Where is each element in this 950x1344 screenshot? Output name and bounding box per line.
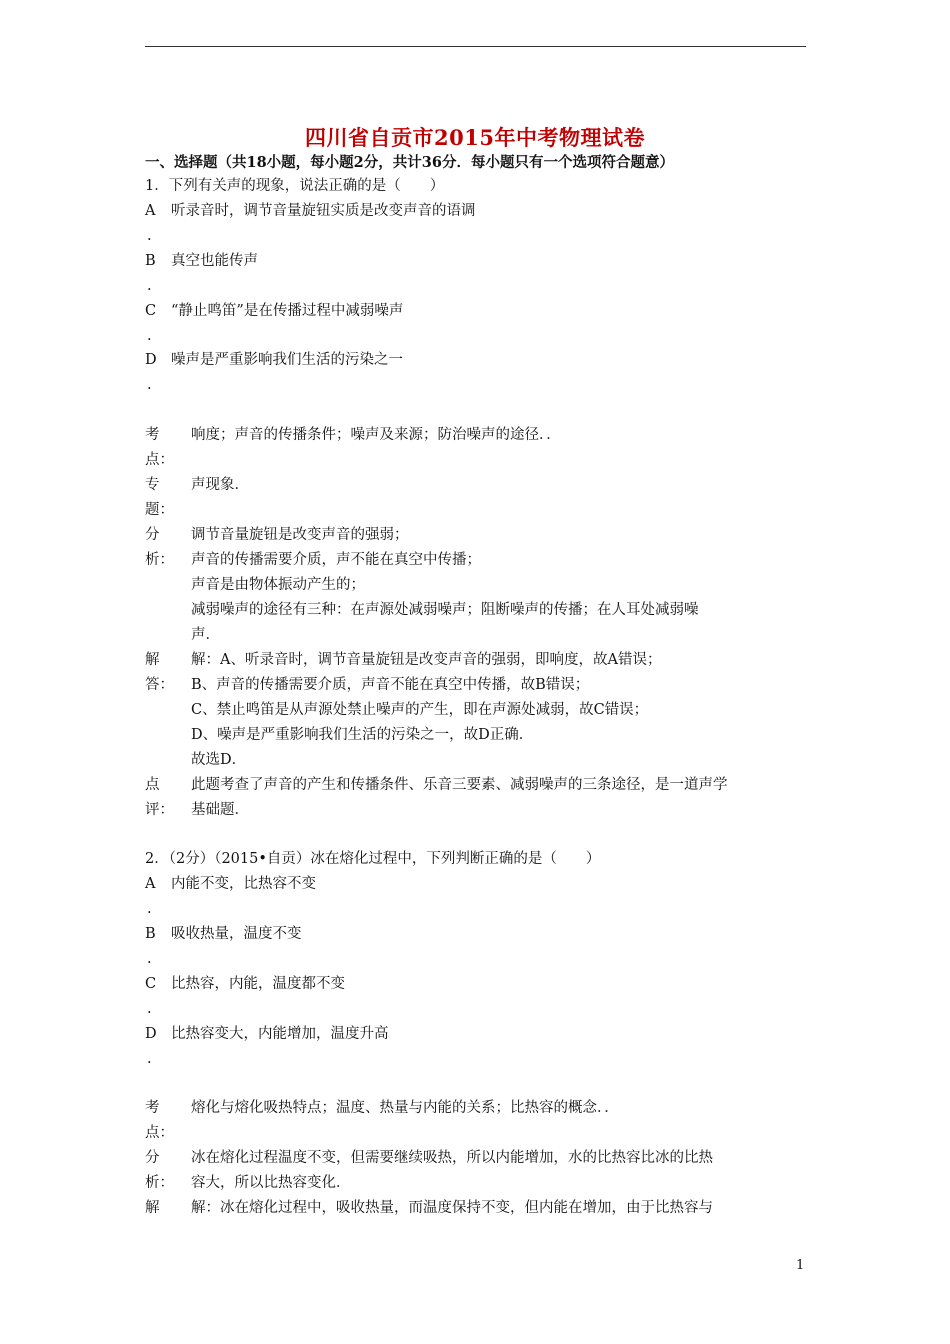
q1-fenxi-line-1: 调节音量旋钮是改变声音的强弱； — [191, 527, 409, 543]
q1-option-a-text: 听录音时，调节音量旋钮实质是改变声音的语调 — [171, 203, 476, 219]
q2-option-a-text: 内能不变，比热容不变 — [171, 876, 316, 892]
q2-jieda-label-1: 解 — [145, 1200, 160, 1216]
q1-dianping-line-1: 此题考查了声音的产生和传播条件、乐音三要素、减弱噪声的三条途径，是一道声学 — [191, 777, 728, 793]
q2-kaodian-label-2: 点： — [145, 1125, 174, 1141]
q1-dianping-label-2: 评： — [145, 802, 174, 818]
section-heading: 一、选择题（共18小题，每小题2分，共计36分．每小题只有一个选项符合题意） — [145, 154, 674, 171]
q1-kaodian-label-2: 点： — [145, 452, 174, 468]
q1-kaodian-label-1: 考 — [145, 427, 160, 443]
q1-option-a-letter: A — [145, 203, 156, 219]
q1-dianping-label-1: 点 — [145, 777, 160, 793]
q1-option-b-text: 真空也能传声 — [171, 253, 258, 269]
q2-option-a-letter: A — [145, 876, 156, 892]
q2-fenxi-label-1: 分 — [145, 1150, 160, 1166]
q2-option-c-letter: C — [145, 976, 157, 992]
q1-fenxi-line-5: 声． — [191, 627, 220, 643]
q1-fenxi-label-1: 分 — [145, 527, 160, 543]
q2-kaodian-text: 熔化与熔化吸热特点；温度、热量与内能的关系；比热容的概念．． — [191, 1100, 619, 1116]
q2-jieda-line-1: 解：冰在熔化过程中，吸收热量，而温度保持不变，但内能在增加，由于比热容与 — [191, 1200, 713, 1216]
page-title: 四川省自贡市2015年中考物理试卷 — [305, 125, 645, 150]
question-1-stem: 1．下列有关声的现象，说法正确的是（ ） — [145, 178, 445, 194]
q1-option-c-letter: C — [145, 303, 157, 319]
q2-fenxi-line-2: 容大，所以比热容变化． — [191, 1175, 351, 1191]
q1-jieda-line-5: 故选D． — [191, 752, 247, 768]
q2-option-a-dot: . — [147, 901, 152, 917]
q1-jieda-line-3: C、禁止鸣笛是从声源处禁止噪声的产生，即在声源处减弱，故C错误； — [191, 702, 649, 718]
q1-option-b-dot: . — [147, 278, 152, 294]
q2-option-d-text: 比热容变大，内能增加，温度升高 — [171, 1026, 389, 1042]
q1-option-d-text: 噪声是严重影响我们生活的污染之一 — [171, 352, 403, 368]
q1-fenxi-line-3: 声音是由物体振动产生的； — [191, 577, 365, 593]
q2-option-d-dot: . — [147, 1051, 152, 1067]
q1-jieda-line-4: D、噪声是严重影响我们生活的污染之一，故D正确． — [191, 727, 534, 743]
question-2-stem: 2．（2分）（2015•自贡）冰在熔化过程中，下列判断正确的是（ ） — [145, 851, 601, 867]
q2-option-b-letter: B — [145, 926, 156, 942]
q2-kaodian-label-1: 考 — [145, 1100, 160, 1116]
q1-kaodian-text: 响度；声音的传播条件；噪声及来源；防治噪声的途径．． — [191, 427, 561, 443]
q2-option-b-text: 吸收热量，温度不变 — [171, 926, 302, 942]
q1-fenxi-line-2: 声音的传播需要介质，声不能在真空中传播； — [191, 552, 481, 568]
q1-dianping-line-2: 基础题． — [191, 802, 249, 818]
q1-jieda-line-2: B、声音的传播需要介质，声音不能在真空中传播，故B错误； — [191, 677, 590, 693]
q1-zhuanti-label-2: 题： — [145, 502, 174, 518]
q1-fenxi-line-4: 减弱噪声的途径有三种：在声源处减弱噪声；阻断噪声的传播；在人耳处减弱噪 — [191, 602, 699, 618]
q1-zhuanti-label-1: 专 — [145, 477, 160, 493]
q1-option-d-letter: D — [145, 352, 157, 368]
q1-zhuanti-text: 声现象． — [191, 477, 249, 493]
page-number: 1 — [796, 1258, 805, 1273]
q2-option-c-text: 比热容，内能，温度都不变 — [171, 976, 345, 992]
q2-option-d-letter: D — [145, 1026, 157, 1042]
q2-fenxi-line-1: 冰在熔化过程温度不变，但需要继续吸热，所以内能增加，水的比热容比冰的比热 — [191, 1150, 713, 1166]
q2-option-c-dot: . — [147, 1001, 152, 1017]
q1-jieda-label-1: 解 — [145, 652, 160, 668]
q2-fenxi-label-2: 析： — [145, 1175, 174, 1191]
q1-option-c-text: “静止鸣笛”是在传播过程中减弱噪声 — [171, 303, 404, 319]
q1-option-a-dot: . — [147, 228, 152, 244]
q1-option-c-dot: . — [147, 328, 152, 344]
q1-jieda-label-2: 答： — [145, 677, 174, 693]
q1-fenxi-label-2: 析： — [145, 552, 174, 568]
q1-option-b-letter: B — [145, 253, 156, 269]
q2-option-b-dot: . — [147, 951, 152, 967]
q1-option-d-dot: . — [147, 377, 152, 393]
header-rule — [145, 46, 806, 47]
q1-jieda-line-1: 解：A、听录音时，调节音量旋钮是改变声音的强弱，即响度，故A错误； — [191, 652, 662, 668]
